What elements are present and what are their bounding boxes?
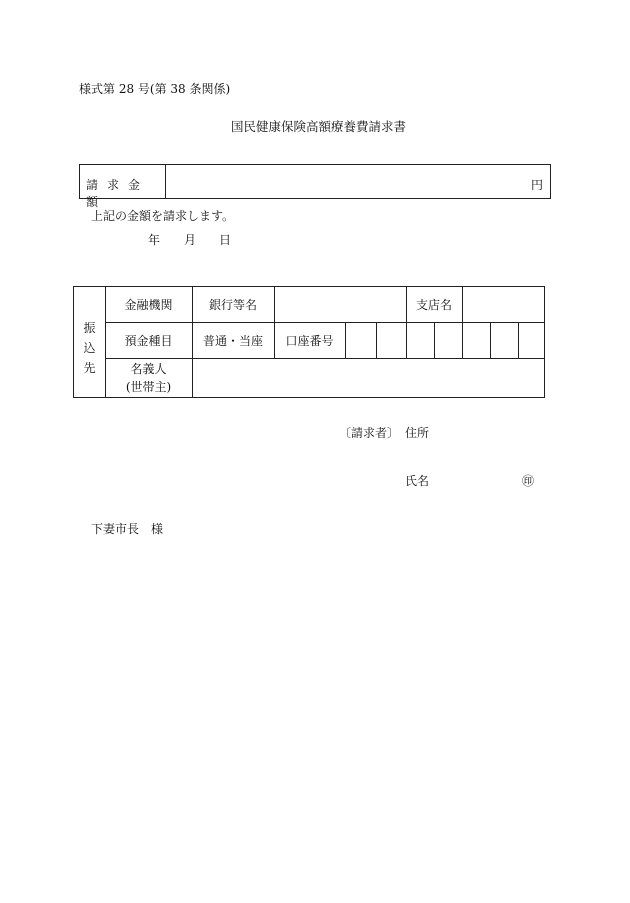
request-statement: 上記の金額を請求します。 bbox=[91, 209, 235, 223]
bank-transfer-table bbox=[73, 286, 545, 398]
form-title: 国民健康保険高額療養費請求書 bbox=[231, 119, 407, 134]
date-day-label: 日 bbox=[219, 233, 232, 247]
amount-label: 請求金額 bbox=[86, 178, 150, 209]
bank-name-field[interactable] bbox=[275, 287, 406, 322]
amount-unit: 円 bbox=[530, 178, 543, 192]
amount-input-field[interactable] bbox=[166, 165, 550, 198]
transfer-char-1: 振 bbox=[83, 321, 96, 335]
amount-table bbox=[79, 164, 551, 209]
deposit-type-options[interactable]: 普通・当座 bbox=[202, 334, 263, 348]
deposit-type-label: 預金種目 bbox=[124, 334, 173, 348]
address-label: 住所 bbox=[405, 426, 430, 440]
seal-mark: ㊞ bbox=[522, 474, 535, 488]
holder-label: 名義人 bbox=[130, 362, 167, 376]
transfer-char-2: 込 bbox=[83, 341, 96, 355]
transfer-section-label bbox=[74, 287, 105, 397]
applicant-role-label: 〔請求者〕 bbox=[339, 426, 400, 440]
branch-name-field[interactable] bbox=[463, 287, 544, 322]
form-number: 様式第 28 号(第 38 条関係) bbox=[79, 82, 231, 96]
transfer-char-3: 先 bbox=[83, 361, 96, 375]
addressee: 下妻市長 様 bbox=[91, 522, 164, 536]
name-label: 氏名 bbox=[405, 474, 430, 488]
branch-label: 支店名 bbox=[415, 298, 452, 312]
bank-type-label: 銀行等名 bbox=[208, 298, 257, 312]
holder-sublabel: (世帯主) bbox=[125, 380, 172, 394]
institution-label: 金融機関 bbox=[124, 298, 173, 312]
date-year-label: 年 bbox=[148, 233, 161, 247]
account-number-field[interactable] bbox=[346, 323, 544, 358]
amount-label-cell bbox=[80, 165, 166, 209]
account-number-label: 口座番号 bbox=[285, 334, 334, 348]
date-month-label: 月 bbox=[184, 233, 197, 247]
holder-name-field[interactable] bbox=[193, 359, 544, 397]
